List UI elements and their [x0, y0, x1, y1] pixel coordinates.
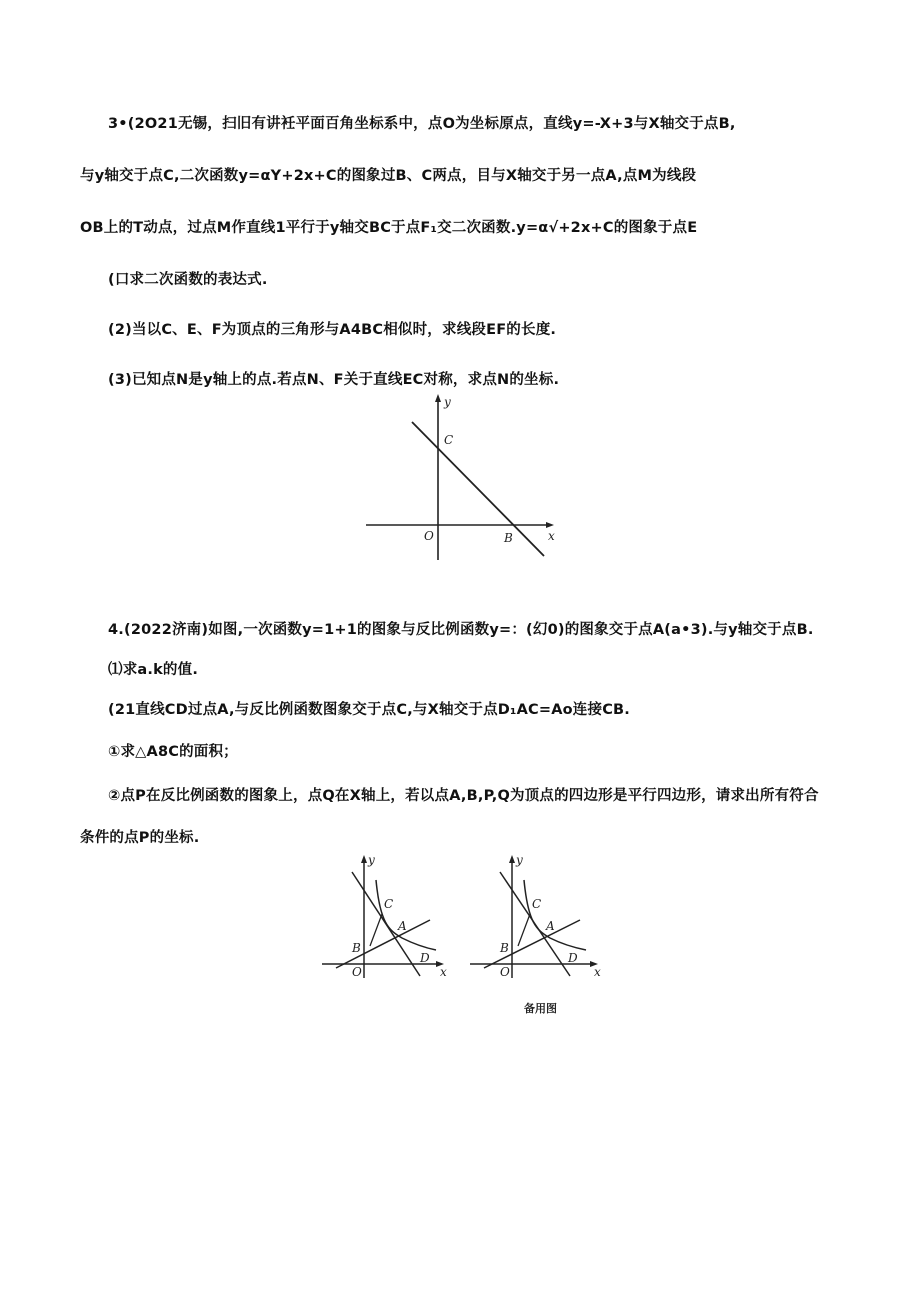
p3-x-arrow — [546, 522, 554, 528]
p4-figure-right — [466, 852, 606, 1022]
p4-part2: (21直线CD过点A,与反比例函数图象交于点C,与X轴交于点D₁AC=Ao连接CB. — [108, 702, 630, 718]
p3-label-b: B — [504, 531, 513, 545]
p4-sub2-line2: 条件的点P的坐标. — [80, 830, 200, 846]
p3-label-y: y — [444, 395, 451, 409]
p4l-label-d: D — [420, 951, 430, 965]
p4-part1: ⑴求a.k的值. — [108, 662, 199, 678]
p4l-label-x: x — [440, 965, 447, 979]
p3-label-x: x — [548, 529, 555, 543]
p4l-label-c: C — [384, 897, 394, 911]
p4l-label-b: B — [352, 941, 361, 955]
p4r-label-a: A — [546, 919, 555, 933]
p3-line2: 与y轴交于点C,二次函数y=αY+2x+C的图象过B、C两点，目与X轴交于另一点A,点M为线段 — [80, 168, 697, 184]
p3-part1: (口求二次函数的表达式. — [108, 272, 268, 288]
p4r-caption: 备用图 — [524, 1002, 557, 1015]
p4r-label-d: D — [568, 951, 578, 965]
p4l-seg-bc — [370, 914, 382, 946]
p3-part3: (3)已知点N是y轴上的点.若点N、F关于直线EC对称，求点N的坐标. — [108, 372, 560, 388]
p3-y-arrow — [435, 394, 441, 402]
p4r-label-b: B — [500, 941, 509, 955]
p4r-label-o: O — [500, 965, 510, 979]
p4l-y-arrow — [361, 855, 367, 863]
p4l-hyperbola — [376, 880, 436, 950]
p3-label-o: O — [424, 529, 434, 543]
p4r-hyperbola — [524, 880, 586, 950]
p4l-label-a: A — [398, 919, 407, 933]
p3-figure — [360, 392, 560, 562]
p4-sub2-line1: ②点P在反比例函数的图象上，点Q在X轴上，若以点A,B,P,Q为顶点的四边形是平行四边形，请求出所有符合 — [108, 788, 819, 804]
p4r-label-y: y — [516, 853, 523, 867]
p4-line1: 4.(2022济南)如图,一次函数y=1+1的图象与反比例函数y=：(幻0)的图象交于点A(a•3).与y轴交于点B. — [108, 622, 814, 638]
p4r-y-arrow — [509, 855, 515, 863]
p3-part2: (2)当以C、E、F为顶点的三角形与A4BC相似时，求线段EF的长度. — [108, 322, 557, 338]
p3-line3: OB上的T动点，过点M作直线1平行于y轴交BC于点F₁交二次函数.y=α√+2x+C的图象于点E — [80, 220, 698, 236]
p4r-seg-bc — [518, 914, 530, 946]
p4-sub1: ①求△A8C的面积； — [108, 744, 238, 760]
p4l-label-o: O — [352, 965, 362, 979]
p4r-label-x: x — [594, 965, 601, 979]
p4l-label-y: y — [368, 853, 375, 867]
p4-figure-left — [318, 852, 453, 982]
p3-line1: 3•(2O21无锡，扫旧有讲衽平面百角坐标系中，点O为坐标原点，直线y=-X+3与X轴交于点B, — [108, 116, 736, 132]
p3-label-c: C — [444, 433, 454, 447]
p4r-label-c: C — [532, 897, 542, 911]
